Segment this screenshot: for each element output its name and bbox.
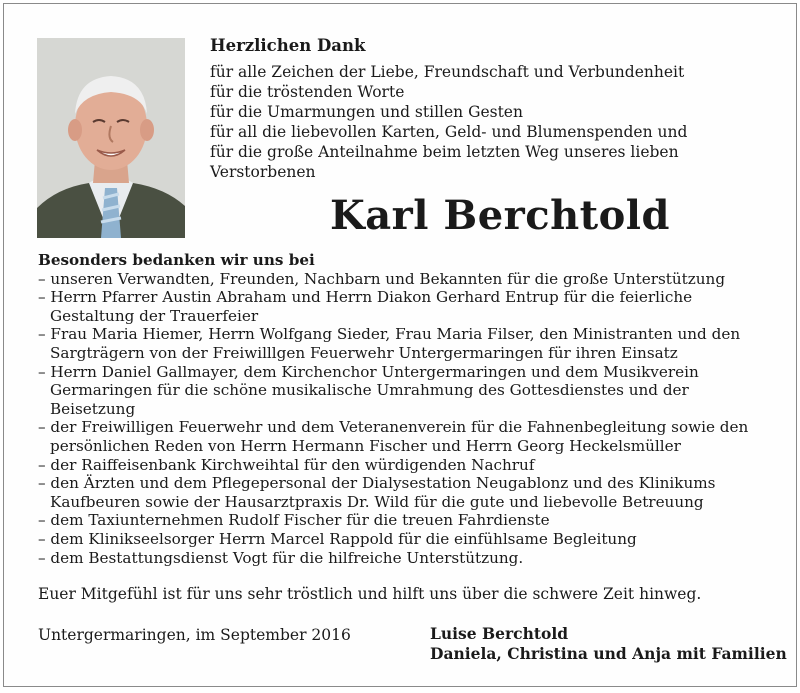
thanks-line: Verstorbenen xyxy=(210,163,316,181)
gratitude-item: – der Freiwilligen Feuerwehr und dem Veteranenverein für die Fahnenbegleitung sowie den persönlichen Reden von Herrn Hermann Fischer und Herrn Georg Heckelsmüller xyxy=(38,418,749,455)
obituary-notice xyxy=(3,3,797,687)
gratitude-item: – der Raiffeisenbank Kirchweihtal für den würdigenden Nachruf xyxy=(38,455,535,474)
gratitude-intro: Besonders bedanken wir uns bei xyxy=(38,251,315,269)
gratitude-item: – dem Bestattungsdienst Vogt für die hilfreiche Unterstützung. xyxy=(38,548,524,567)
place-date: Untergermaringen, im September 2016 xyxy=(38,626,351,644)
thanks-line: für alle Zeichen der Liebe, Freundschaft und Verbundenheit xyxy=(210,63,685,81)
thanks-line: für die große Anteilnahme beim letzten Weg unseres lieben xyxy=(210,143,679,161)
signatories xyxy=(430,624,787,664)
thanks-section xyxy=(210,36,770,182)
gratitude-item: – Herrn Pfarrer Austin Abraham und Herrn Diakon Gerhard Entrup für die feierliche Gestaltung der Trauerfeier xyxy=(38,288,693,325)
thanks-line: für die Umarmungen und stillen Gesten xyxy=(210,103,523,121)
gratitude-item: – dem Taxiunternehmen Rudolf Fischer für die treuen Fahrdienste xyxy=(38,511,550,530)
gratitude-item: – Herrn Daniel Gallmayer, dem Kirchenchor Untergermaringen und dem Musikverein Germaringen für die schöne musikalische Umrahmung des Gottesdienstes und der Beisetzung xyxy=(38,362,699,418)
thanks-line: für die tröstenden Worte xyxy=(210,83,405,101)
thanks-line: für all die liebevollen Karten, Geld- und Blumenspenden und xyxy=(210,123,688,141)
portrait-icon xyxy=(37,38,185,238)
closing-text: Euer Mitgefühl ist für uns sehr tröstlich und hilft uns über die schwere Zeit hinweg. xyxy=(38,585,702,603)
gratitude-item: – unseren Verwandten, Freunden, Nachbarn und Bekannten für die große Unterstützung xyxy=(38,269,726,288)
portrait-photo xyxy=(37,38,185,238)
signatory: Daniela, Christina und Anja mit Familien xyxy=(430,644,787,663)
gratitude-list xyxy=(38,251,778,567)
gratitude-item: – dem Klinikseelsorger Herrn Marcel Rappold für die einfühlsame Begleitung xyxy=(38,529,637,548)
gratitude-item: – den Ärzten und dem Pflegepersonal der Dialysestation Neugablonz und des Klinikums Kaufbeuren sowie der Hausarztpraxis Dr. Wild für die gute und liebevolle Betreuung xyxy=(38,474,716,511)
deceased-name: Karl Berchtold xyxy=(330,192,670,239)
signatory: Luise Berchtold xyxy=(430,624,569,643)
thanks-heading: Herzlichen Dank xyxy=(210,36,366,55)
gratitude-item: – Frau Maria Hiemer, Herrn Wolfgang Sieder, Frau Maria Filser, den Ministranten und den Sargträgern von der Freiwilllgen Feuerwehr Untergermaringen für ihren Einsatz xyxy=(38,325,741,362)
